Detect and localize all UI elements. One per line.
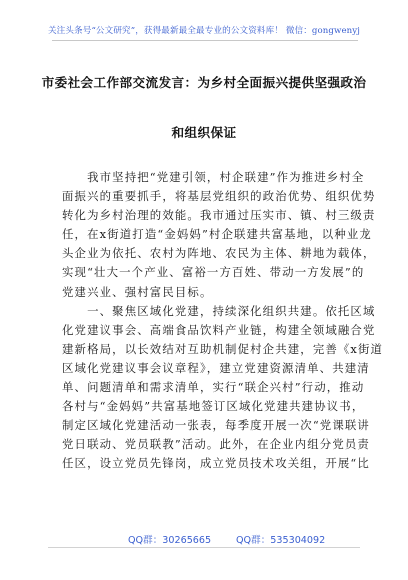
body-line: 区域化党建议事会议章程》，建立党建资源清单、共建清	[62, 360, 370, 375]
body-line: 头企业为依托、农村为阵地、农民为主体、耕地为载体，	[62, 246, 376, 261]
body-line: 各村与“金妈妈”共富基地签订区域化党建共建协议书，	[62, 399, 365, 414]
header-banner: 关注头条号“公文研究”，获得最新最全最专业的公文资料库！ 微信：gongwenyj	[47, 26, 361, 36]
footer-qq-group-1: QQ群：30265665	[128, 535, 212, 546]
body-line: 任区，设立党员先锋岗，成立党员技术攻关组，开展“比	[62, 456, 370, 471]
body-line: 化党建议事会、高端食品饮料产业链，构建全领域融合党	[62, 322, 376, 337]
body-line: 党建兴业、强村富民目标。	[62, 284, 213, 299]
document-title-line-1: 市委社会工作部交流发言：为乡村全面振兴提供坚强政治	[41, 75, 367, 90]
body-line: 建新格局，以长效结对互助机制促村企共建，完善《x街道	[62, 341, 384, 356]
document-body	[62, 168, 384, 474]
footer-divider	[48, 547, 360, 548]
body-line: 我市坚持把“党建引领，村企联建”作为推进乡村全	[62, 170, 365, 184]
body-line: 实现“壮大一个产业、富裕一方百姓、带动一方发展”的	[62, 265, 365, 280]
body-line: 制定区域化党建活动一张表，每季度开展一次“党课联讲	[62, 418, 370, 433]
body-line: 转化为乡村治理的效能。我市通过压实市、镇、村三级责	[62, 208, 376, 223]
body-line: 任，在x街道打造“金妈妈”村企联建共富基地，以种业龙	[62, 227, 372, 242]
footer-qq-group-2: QQ群：535304092	[236, 535, 326, 546]
body-line: 一、聚焦区域化党建，持续深化组织共建。依托区域	[62, 303, 376, 318]
body-line: 单、问题清单和需求清单，实行“联企兴村”行动，推动	[62, 380, 365, 395]
document-title-line-2: 和组织保证	[171, 125, 237, 140]
body-line: 党日联动、党员联教”活动。此外，在企业内组分党员责	[62, 437, 370, 452]
header-divider	[52, 40, 358, 41]
body-line: 面振兴的重要抓手，将基层党组织的政治优势、组织优势	[62, 189, 376, 204]
